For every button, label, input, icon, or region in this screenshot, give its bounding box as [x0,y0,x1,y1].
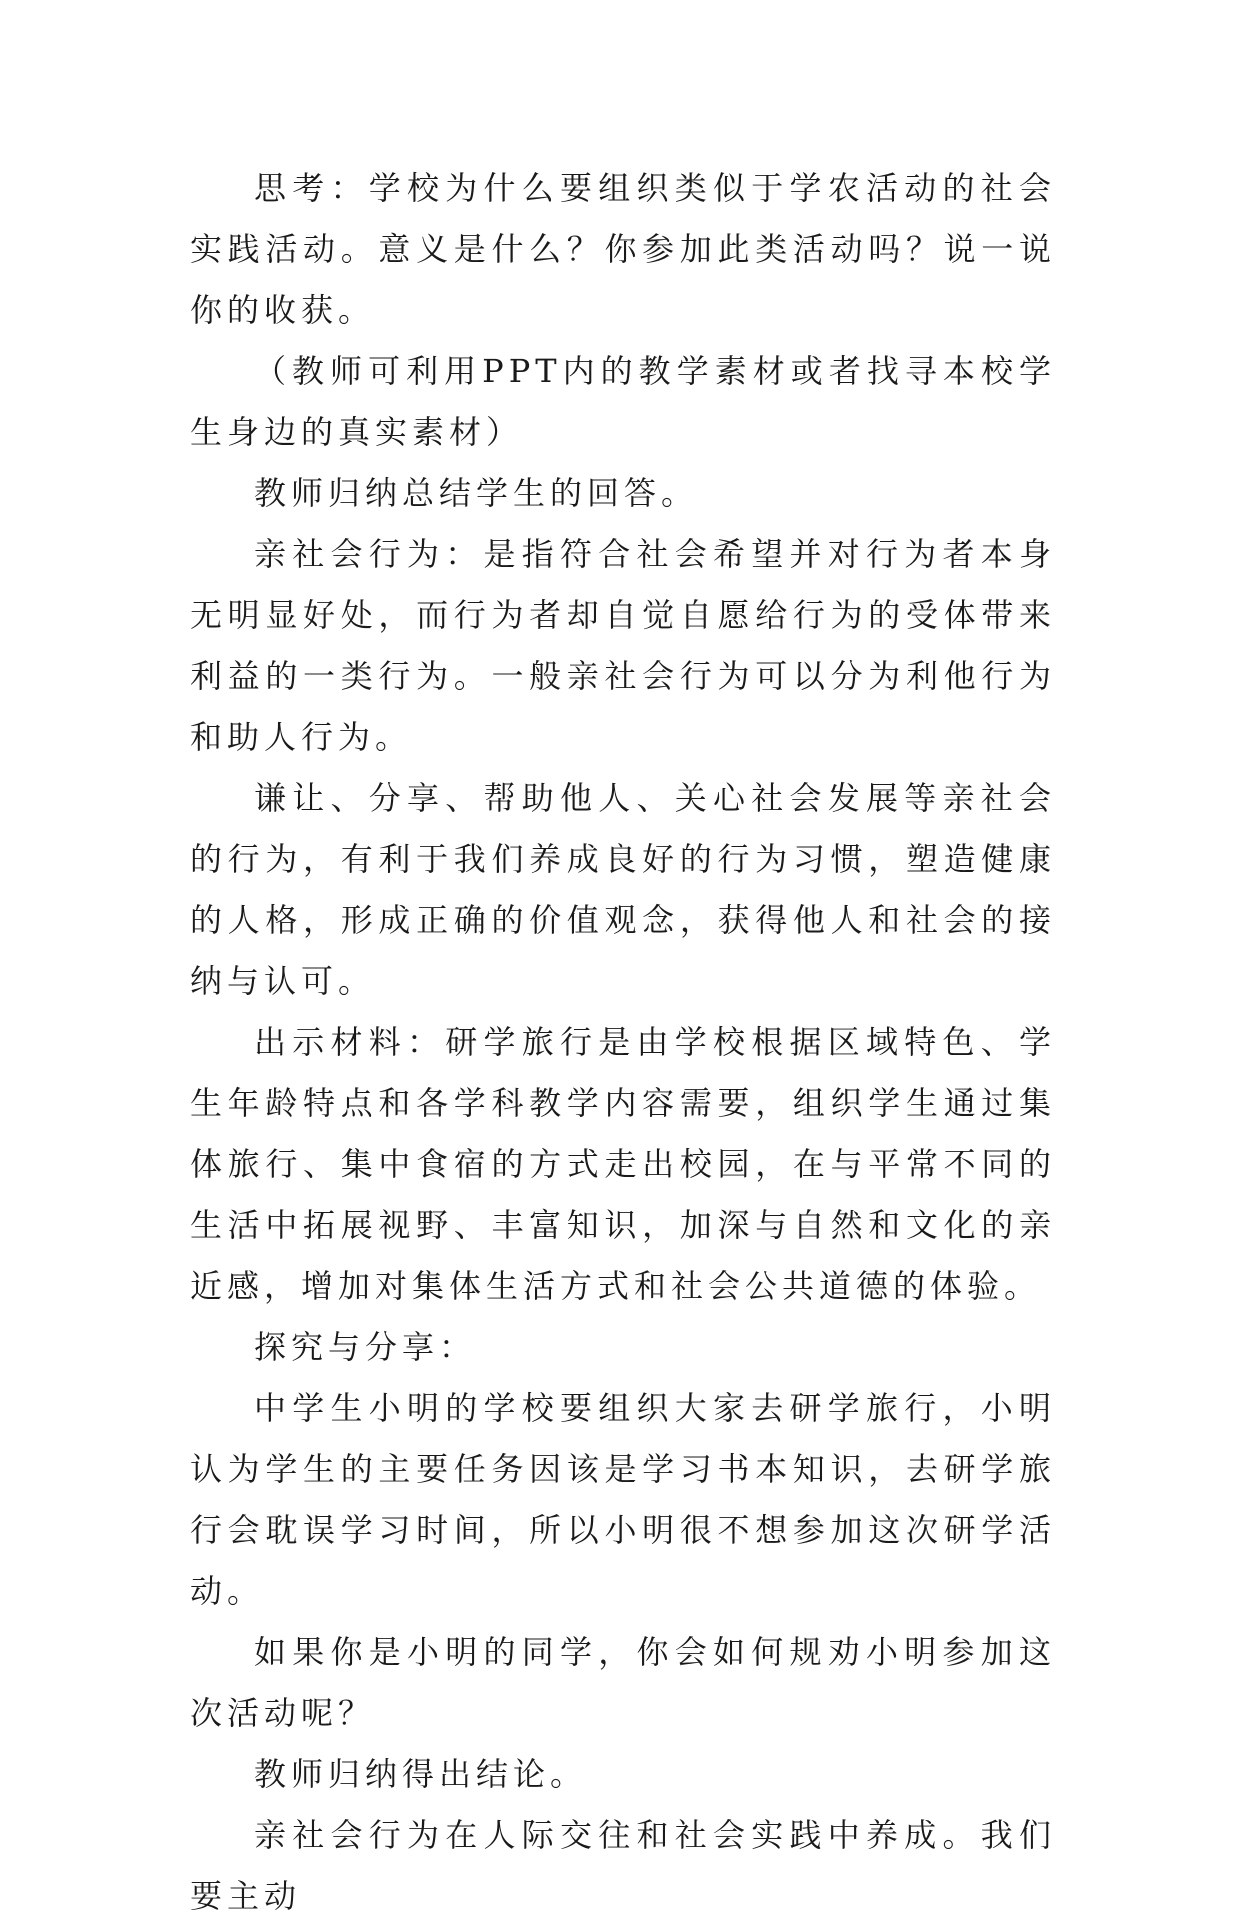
paragraph-prosocial-cultivation: 亲社会行为在人际交往和社会实践中养成。我们要主动 [190,1816,1056,1915]
paragraph-think-question: 思考：学校为什么要组织类似于学农活动的社会实践活动。意义是什么？你参加此类活动吗？说一说你的收获。 [190,169,1056,329]
document-body [190,158,1056,1927]
paragraph-teacher-note: （教师可利用PPT内的教学素材或者找寻本校学生身边的真实素材） [190,352,1056,451]
paragraph-explore-share-heading: 探究与分享： [254,1328,477,1366]
paragraph-study-travel-material: 出示材料：研学旅行是由学校根据区域特色、学生年龄特点和各学科教学内容需要，组织学生通过集体旅行、集中食宿的方式走出校园，在与平常不同的生活中拓展视野、丰富知识，加深与自然和文化的亲近感，增加对集体生活方式和社会公共道德的体验。 [190,1023,1056,1305]
paragraph-teacher-summary: 教师归纳总结学生的回答。 [254,474,699,512]
paragraph-prosocial-benefits: 谦让、分享、帮助他人、关心社会发展等亲社会的行为，有利于我们养成良好的行为习惯，塑造健康的人格，形成正确的价值观念，获得他人和社会的接纳与认可。 [190,779,1056,1000]
paragraph-prosocial-definition: 亲社会行为：是指符合社会希望并对行为者本身无明显好处，而行为者却自觉自愿给行为的受体带来利益的一类行为。一般亲社会行为可以分为利他行为和助人行为。 [190,535,1056,756]
paragraph-persuade-question: 如果你是小明的同学，你会如何规劝小明参加这次活动呢？ [190,1633,1056,1732]
paragraph-xiaoming-case: 中学生小明的学校要组织大家去研学旅行，小明认为学生的主要任务因该是学习书本知识，去研学旅行会耽误学习时间，所以小明很不想参加这次研学活动。 [190,1389,1056,1610]
paragraph-teacher-conclusion: 教师归纳得出结论。 [254,1755,588,1793]
